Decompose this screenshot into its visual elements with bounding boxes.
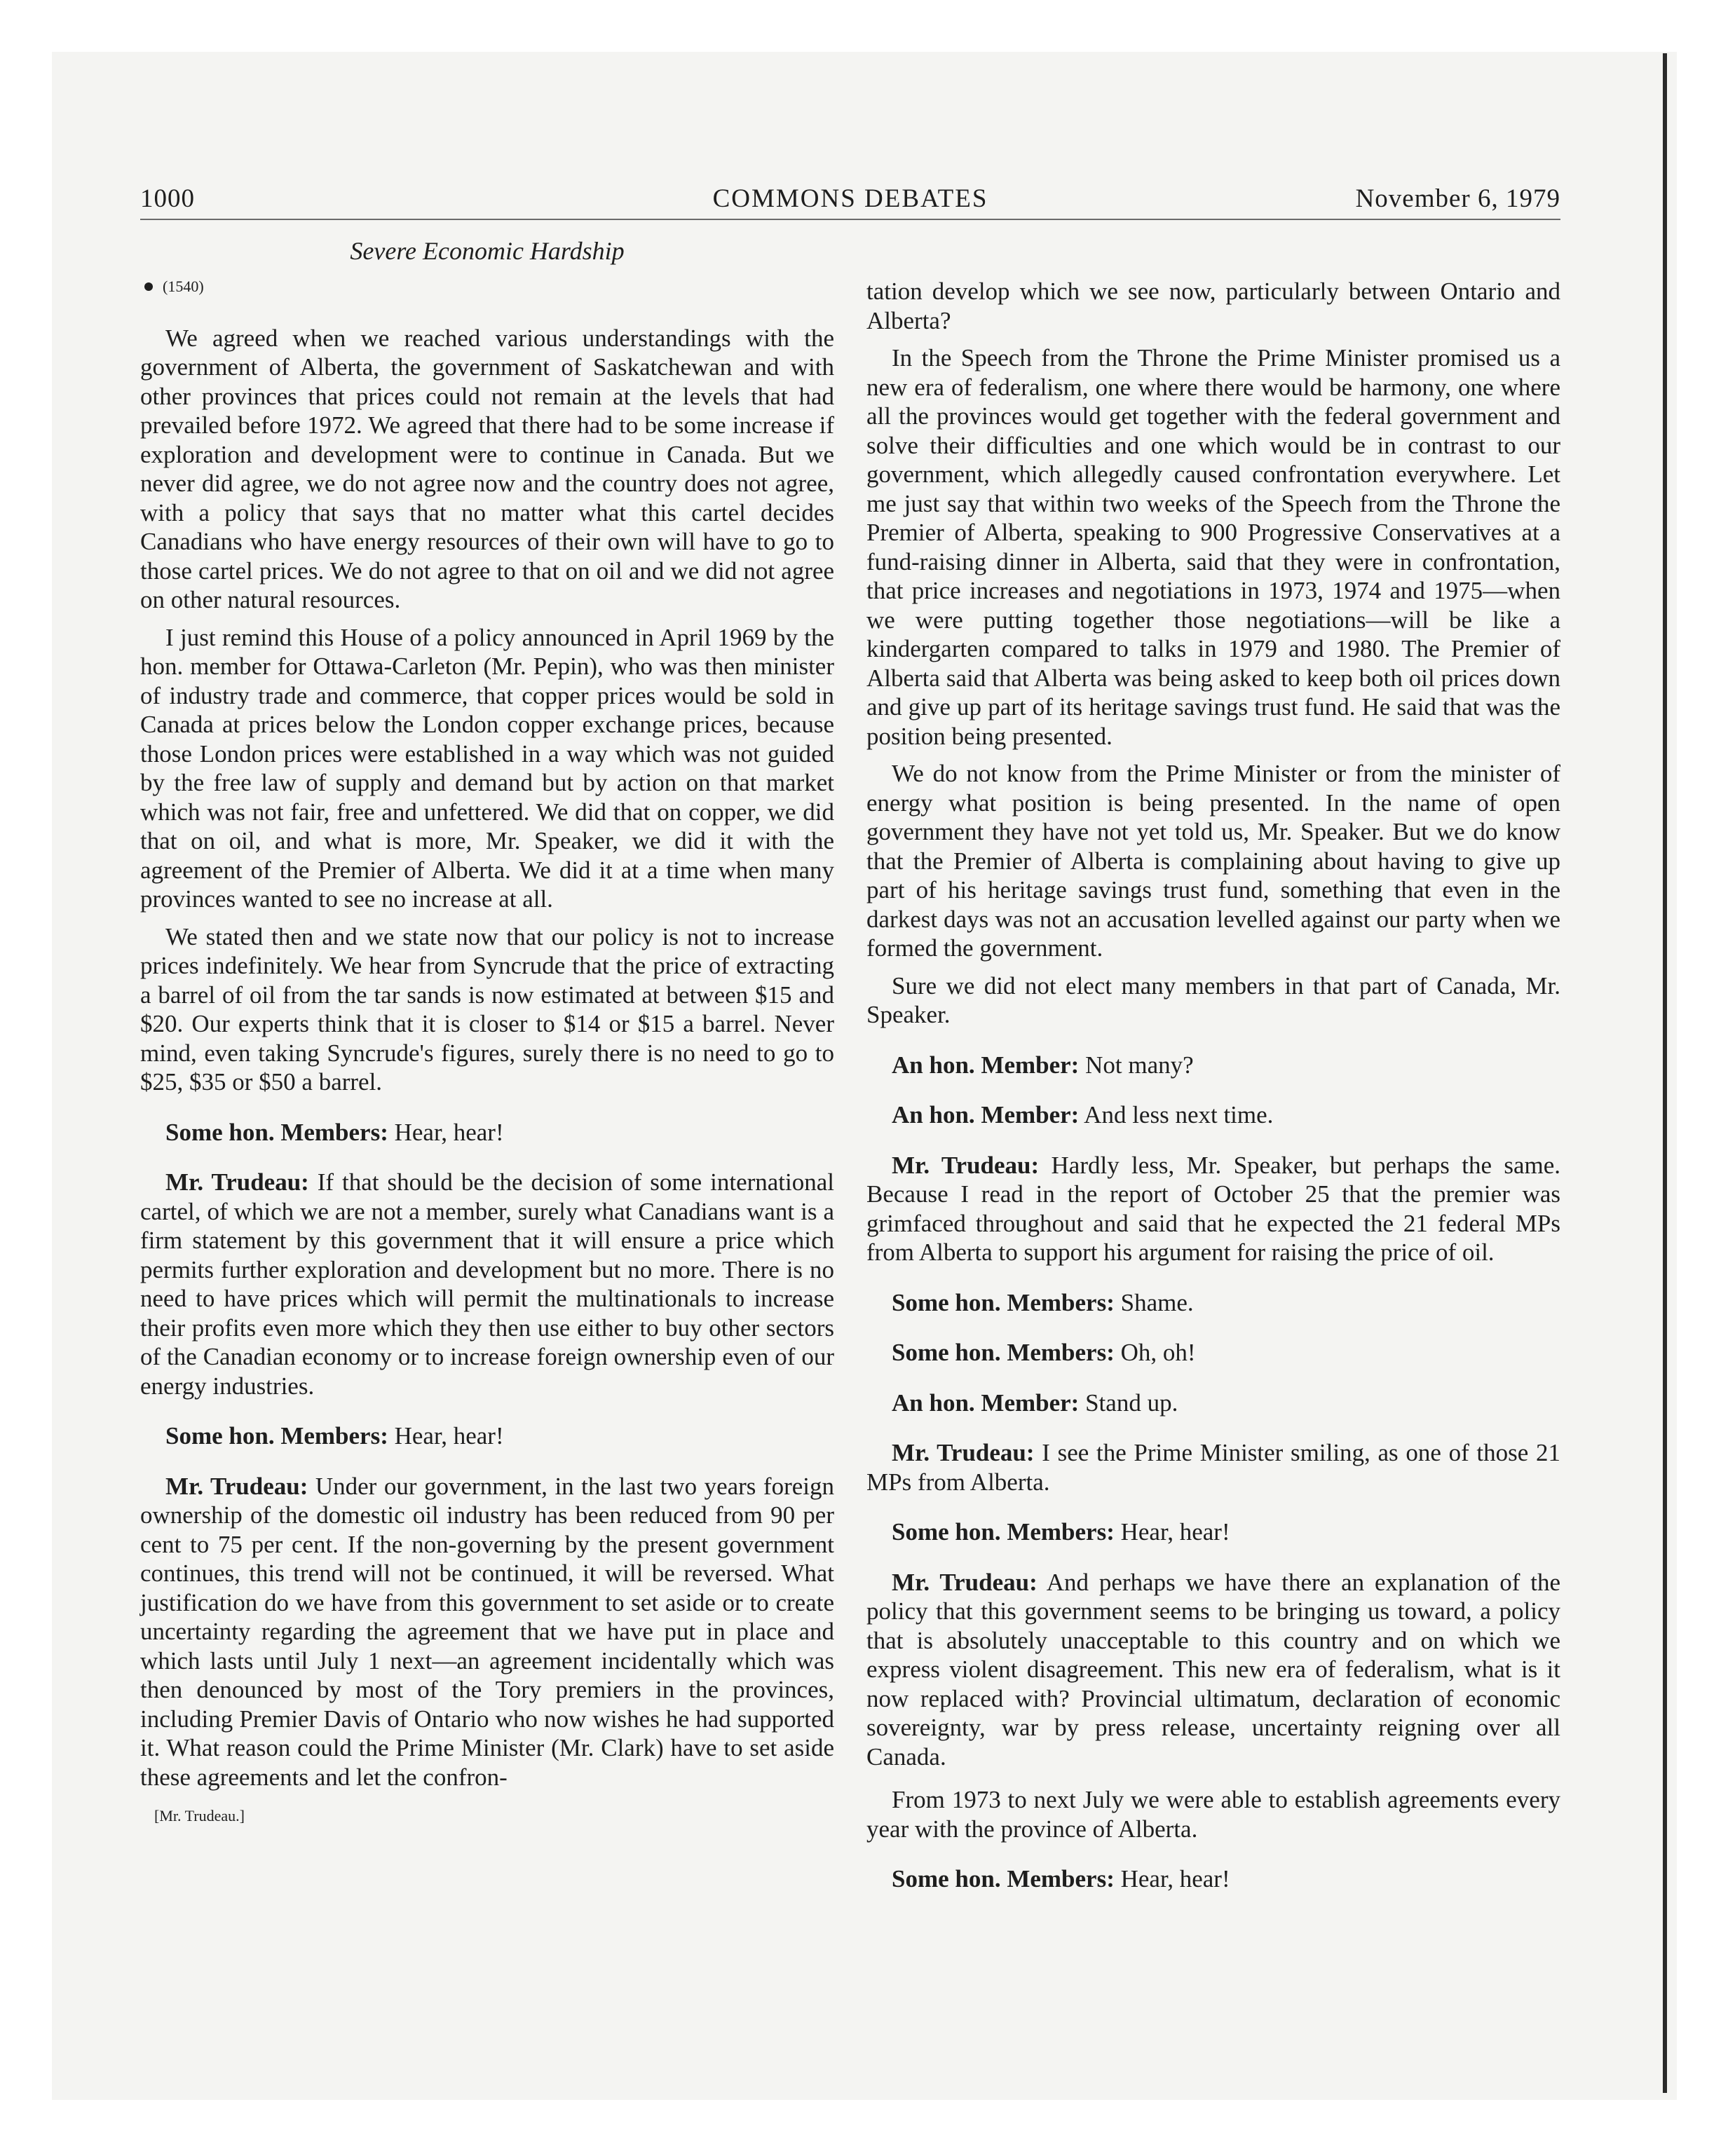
speaker-footnote: [Mr. Trudeau.] — [154, 1807, 245, 1824]
speech — [866, 1864, 1560, 1894]
paragraph: In the Speech from the Throne the Prime Minister promised us a new era of federalism, one where there would be harmony, one where all the provinces would get together with the federal government and solve their difficulties and one which would be in contrast to our government, which allegedly caused confrontation everywhere. Let me just say that within two weeks of the Speech from the Throne the Premier of Alberta, speaking to 900 Progressive Conservatives at a fund-raising dinner in Alberta, said that they were in confrontation, that price increases and negotiations in 1973, 1974 and 1975—when we were putting together those negotiations—will be like a kindergarten compared to talks in 1979 and 1980. The Premier of Alberta said that Alberta was being asked to keep both oil prices down and give up part of its heritage savings trust fund. He said that was the position being presented. — [866, 344, 1560, 750]
running-header — [140, 184, 1560, 221]
speech — [866, 1389, 1560, 1418]
speaker-name: Some hon. Members: — [165, 1422, 388, 1449]
publication-date: November 6, 1979 — [1355, 184, 1560, 213]
speaker-name: Some hon. Members: — [892, 1339, 1115, 1366]
speaker-name: An hon. Member: — [892, 1051, 1080, 1079]
speech — [140, 1421, 834, 1451]
speech — [866, 1151, 1560, 1267]
speech — [866, 1568, 1560, 1772]
speech — [140, 1118, 834, 1147]
speech — [866, 1517, 1560, 1547]
speech-text: Hear, hear! — [388, 1118, 504, 1146]
speaker-name: Mr. Trudeau: — [892, 1439, 1035, 1466]
speech-text: Hear, hear! — [1114, 1865, 1230, 1892]
speech-text: And perhaps we have there an explanation of the policy that this government seems to be bringing us toward, a policy that is absolutely unacceptable to this country and on which we express violent disagreement. This new era of federalism, what is it now replaced with? Provincial ultimatum, declaration of economic sovereignty, war by press release, uncertainty reigning over all Canada. — [866, 1568, 1560, 1770]
page-number: 1000 — [140, 184, 195, 213]
speech-text: Under our government, in the last two years foreign ownership of the domestic oil industry has been reduced from 90 per cent to 75 per cent. If the non-governing by the present government continues, this trend will not be continued, it will be reversed. What justification do we have from this government to set aside or to create uncertainty regarding the agreement that we have put in place and which lasts until July 1 next—an agreement incidentally which was then denounced by most of the Tory premiers in the provinces, including Premier Davis of Ontario who now wishes he had supported it. What reason could the Prime Minister (Mr. Clark) have to set aside these agreements and let the confron- — [140, 1472, 835, 1791]
speech-text: If that should be the decision of some international cartel, of which we are not a member, surely what Canadians want is a firm statement by this government that it will ensure a price which permits further exploration and development but no more. There is no need to have prices which will permit the multinationals to increase their profits even more which they then use either to buy other sectors of the Canadian economy or to increase foreign ownership even of our energy industries. — [140, 1168, 835, 1400]
speaker-name: Some hon. Members: — [892, 1518, 1115, 1546]
header-rule — [140, 219, 1560, 220]
paragraph: Sure we did not elect many members in that part of Canada, Mr. Speaker. — [866, 971, 1560, 1028]
speaker-name: An hon. Member: — [892, 1389, 1080, 1417]
speaker-name: An hon. Member: — [892, 1101, 1080, 1128]
speaker-name: Some hon. Members: — [892, 1865, 1115, 1892]
speaker-name: Mr. Trudeau: — [165, 1168, 309, 1196]
left-column — [140, 237, 834, 1827]
speech — [866, 1100, 1560, 1130]
section-subheading: Severe Economic Hardship — [350, 237, 625, 265]
paragraph: We agreed when we reached various understandings with the government of Alberta, the government of Saskatchewan and with other provinces that prices could not remain at the levels that had prevailed before 1972. We agreed that there had to be some increase if exploration and development were to continue in Canada. But we never did agree, we do not agree now and the country does not agree, with a policy that says that no matter what this cartel decides Canadians who have energy resources of their own will have to go to those cartel prices. We do not agree to that on oil and we did not agree on other natural resources. — [140, 324, 834, 613]
time-marker — [144, 276, 834, 297]
speaker-name: Mr. Trudeau: — [892, 1151, 1040, 1179]
speaker-name: Mr. Trudeau: — [892, 1568, 1037, 1596]
paragraph: We stated then and we state now that our policy is not to increase prices indefinitely. We hear from Syncrude that the price of extracting a barrel of oil from the tar sands is now estimated at between $15 and $20. Our experts think that it is closer to $14 or $15 a barrel. Never mind, even taking Syncrude's figures, surely there is no need to go to $25, $35 or $50 a barrel. — [140, 922, 834, 1096]
speech-text: I see the Prime Minister smiling, as one of those 21 MPs from Alberta. — [866, 1439, 1560, 1496]
speech-text: Hardly less, Mr. Speaker, but perhaps the same. Because I read in the report of October 25 that the premier was grimfaced throughout and said that he expected the 21 federal MPs from Alberta to support his argument for raising the price of oil. — [866, 1151, 1560, 1266]
publication-title: COMMONS DEBATES — [712, 184, 988, 213]
speech-text: Hear, hear! — [1114, 1518, 1230, 1546]
speech — [866, 1288, 1560, 1318]
speech-text: Shame. — [1114, 1288, 1194, 1316]
time-marker-text: (1540) — [163, 277, 204, 295]
speech-text: Stand up. — [1079, 1389, 1178, 1417]
speech — [866, 1051, 1560, 1080]
scan-edge-shadow — [1663, 53, 1667, 2093]
speaker-name: Mr. Trudeau: — [165, 1472, 308, 1500]
speech — [866, 1338, 1560, 1367]
speech — [140, 1168, 834, 1400]
speech-text: And less next time. — [1079, 1101, 1274, 1128]
paragraph: I just remind this House of a policy announced in April 1969 by the hon. member for Ottawa-Carleton (Mr. Pepin), who was then minister of industry trade and commerce, that copper prices would be sold in Canada at prices below the London copper exchange prices, because those London prices were established in a way which was not guided by the free law of supply and demand but by action on that market which was not fair, free and unfettered. We did that on copper, we did that on oil, and what is more, Mr. Speaker, we did it with the agreement of the Premier of Alberta. We did it at a time when many provinces wanted to see no increase at all. — [140, 623, 834, 913]
bullet-icon — [144, 282, 153, 291]
right-column — [866, 277, 1560, 1908]
speech — [866, 1438, 1560, 1496]
speech — [140, 1472, 834, 1792]
paragraph: From 1973 to next July we were able to establish agreements every year with the province of Alberta. — [866, 1786, 1560, 1843]
paragraph: We do not know from the Prime Minister or from the minister of energy what position is being presented. In the name of open government they have not yet told us, Mr. Speaker. But we do know that the Premier of Alberta is complaining about having to give up part of his heritage savings trust fund, something that even in the darkest days was not an accusation levelled against our party when we formed the government. — [866, 760, 1560, 962]
paragraph: tation develop which we see now, particularly between Ontario and Alberta? — [866, 278, 1560, 334]
speech-text: Not many? — [1079, 1051, 1194, 1079]
speech-text: Oh, oh! — [1114, 1339, 1196, 1366]
speaker-name: Some hon. Members: — [892, 1288, 1115, 1316]
speech-text: Hear, hear! — [388, 1422, 504, 1449]
speaker-name: Some hon. Members: — [165, 1118, 388, 1146]
